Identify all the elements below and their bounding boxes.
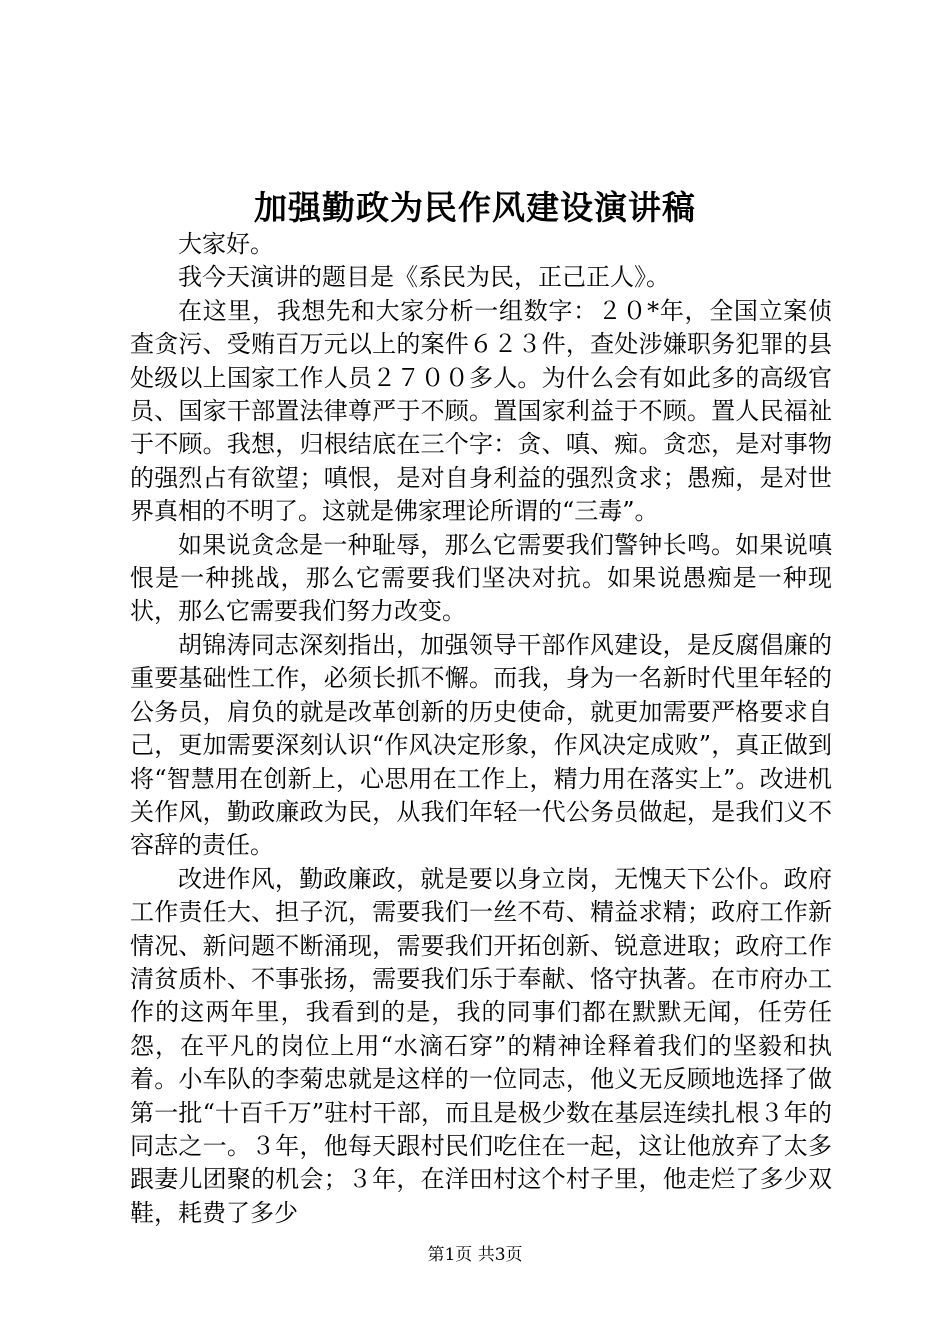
paragraph-improve-style: 改进作风，勤政廉政，就是要以身立岗，无愧天下公仆。政府工作责任大、担子沉，需要我们一丝不苟、精益求精；政府工作新情况、新问题不断涌现，需要我们开拓创新、锐意进取；政府工作清贫质朴、不事张扬，需要我们乐于奉献、恪守执著。在市府办工作的这两年里，我看到的是，我的同事们都在默默无闻，任劳任怨，在平凡的岗位上用“水滴石穿”的精神诠释着我们的坚毅和执着。小车队的李菊忠就是这样的一位同志，他义无反顾地选择了做第一批“十百千万”驻村干部，而且是极少数在基层连续扎根３年的同志之一。３年，他每天跟村民们吃住在一起，这让他放弃了太多跟妻儿团聚的机会；３年，在洋田村这个村子里，他走烂了多少双鞋，耗费了多少 [130, 864, 832, 1227]
paragraph-three-poisons: 如果说贪念是一种耻辱，那么它需要我们警钟长鸣。如果说嗔恨是一种挑战，那么它需要我们坚决对抗。如果说愚痴是一种现状，那么它需要我们努力改变。 [130, 530, 832, 626]
paragraph-greeting: 大家好。 [178, 230, 274, 258]
paragraph-statistics: 在这里，我想先和大家分析一组数字：２０*年，全国立案侦查贪污、受贿百万元以上的案件６２３件，查处涉嫌职务犯罪的县处级以上国家工作人员２７００多人。为什么会有如此多的高级官员、国家干部置法律尊严于不顾。置国家利益于不顾。置人民福祉于不顾。我想，归根结底在三个字：贪、嗔、痴。贪恋，是对事物的强烈占有欲望；嗔恨，是对自身利益的强烈贪求；愚痴，是对世界真相的不明了。这就是佛家理论所谓的“三毒”。 [130, 296, 832, 526]
paragraph-topic: 我今天演讲的题目是《系民为民，正己正人》。 [178, 263, 670, 292]
document-body [130, 228, 832, 1230]
page-footer: 第1页 共3页 [427, 1245, 523, 1265]
document-title: 加强勤政为民作风建设演讲稿 [254, 188, 696, 227]
paragraph-hu-jintao: 胡锦涛同志深刻指出，加强领导干部作风建设，是反腐倡廉的重要基础性工作，必须长抓不懈。而我，身为一名新时代里年轻的公务员，肩负的就是改革创新的历史使命，就更加需要严格要求自己，更加需要深刻认识“作风决定形象，作风决定成败”，真正做到将“智慧用在创新上，心思用在工作上，精力用在落实上”。改进机关作风，勤政廉政为民，从我们年轻一代公务员做起，是我们义不容辞的责任。 [130, 630, 832, 860]
